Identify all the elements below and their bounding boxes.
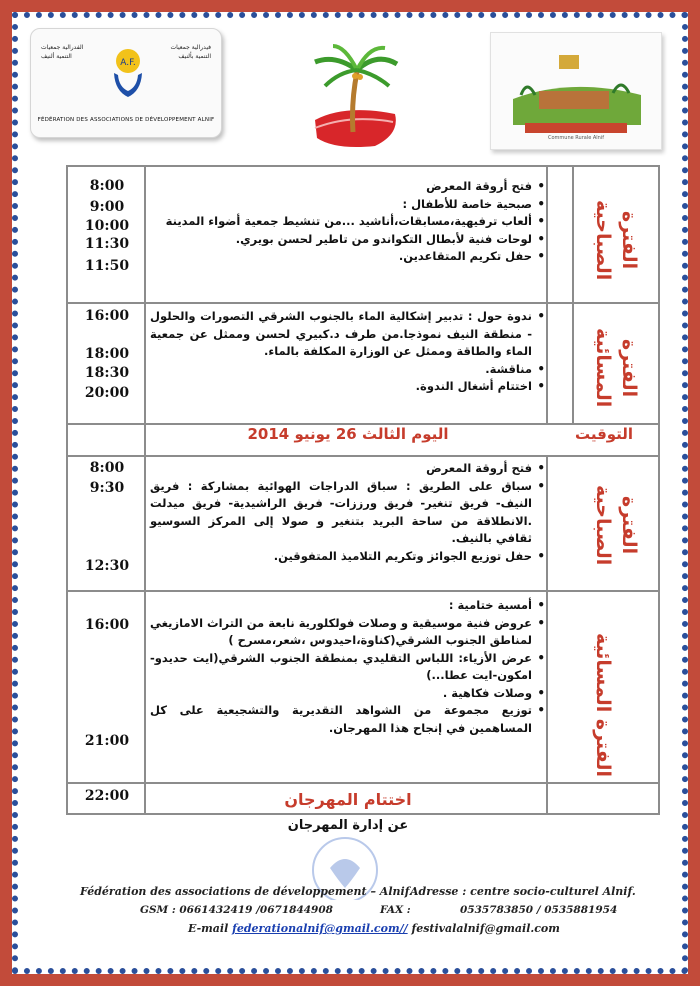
list-item: • ألعاب ترفيهية،مسابقات،أناشيد ...من تنشيط جمعية أضواء المدينة [150, 213, 532, 231]
list-item: • عرض الأزياء: اللباس التقليدي بمنطقة الجنوب الشرقي(ايت حديدو-امكون-ايت عطا...) [150, 650, 532, 685]
col-divider-time [144, 165, 146, 815]
list-item: • حفل توزيع الجوائز وتكريم التلاميذ المتفوقين. [150, 548, 532, 566]
list-item: • توزيع مجموعة من الشواهد التقديرية والتشجيعية على كل المساهمين في إنجاح هذا المهرجان. [150, 702, 532, 737]
time-slot: 16:00 [84, 308, 130, 324]
period-label-evening-2: الفترة المسائية [592, 633, 614, 777]
logo-arabic-right: فيدرالية جمعيات التنمية بألنيف [170, 44, 211, 60]
period-label-morning-2: الفترة الصباحية [592, 484, 640, 566]
time-slot: 18:00 [84, 346, 130, 362]
signature-line: عن إدارة المهرجان [287, 818, 409, 833]
time-slot: 8:00 [89, 178, 125, 194]
hands-logo-icon [111, 47, 145, 103]
logo-french-name: FÉDÉRATION DES ASSOCIATIONS DE DÉVELOPPEMENT ALNIF [37, 117, 215, 123]
row-divider-3 [66, 455, 660, 457]
footer-address: Adresse : centre socio-culturel Alnif. [410, 885, 636, 898]
closing-title: اختتام المهرجان [284, 790, 412, 809]
list-item: • فتح أروقة المعرض [150, 460, 532, 478]
period-label-evening-1: الفترة المسائية [592, 328, 640, 408]
block1-content [150, 178, 546, 266]
time-slot: 16:00 [84, 617, 130, 633]
time-slot: 9:30 [89, 480, 125, 496]
row-divider-1 [66, 302, 660, 304]
list-item: • عروض فنية موسيقية و وصلات فولكلورية نابعة من التراث الامازيغي لمناطق الجنوب الشرقي(كناوة،احيدوس ،شعر،مسرح ) [150, 615, 532, 650]
col-divider-period-inner [572, 165, 574, 425]
list-item: • أمسية ختامية : [150, 597, 532, 615]
block4-content [150, 597, 546, 737]
email-link[interactable]: federationalnif@gmail.com// [232, 922, 408, 935]
block2-content [150, 308, 546, 396]
time-slot: 20:00 [84, 385, 130, 401]
footer-fax: 0535783850 / 0535881954 [460, 904, 618, 916]
footer-federation: Fédération des associations de développement – Alnif. [80, 885, 413, 898]
row-divider-4 [66, 590, 660, 592]
time-slot: 12:30 [84, 558, 130, 574]
time-slot: 11:30 [84, 236, 130, 252]
time-slot: 9:00 [89, 199, 125, 215]
row-divider-5 [66, 782, 660, 784]
col-divider-period-bottom [546, 455, 548, 815]
col-divider-period-top [546, 165, 548, 425]
list-item: • فتح أروقة المعرض [150, 178, 532, 196]
time-slot: 18:30 [84, 365, 130, 381]
logo-arabic-left: الفدرالية جمعيات التنمية ألنيف [41, 44, 84, 60]
list-item: • حفل تكريم المتقاعدين. [150, 248, 532, 266]
federation-logo [30, 28, 222, 138]
commune-logo [490, 32, 662, 150]
footer-fax-label: FAX : [380, 904, 411, 916]
timing-header: التوقيت [574, 425, 634, 443]
footer-gsm: GSM : 0661432419 /0671844908 [140, 904, 333, 916]
list-item: • وصلات فكاهية . [150, 685, 532, 703]
list-item: • سباق على الطريق : سباق الدراجات الهوائية بمشاركة : فريق النيف- فريق تنغير- فريق ورززات- فريق الراشيدية- فريق ميدلت .الانطلاقة من ساحة البريد بتنغير و صولا إلى المركز السوسيو ثقافي بالنيف. [150, 478, 532, 548]
logo-initials: A.F. [120, 58, 136, 68]
time-slot: 11:50 [84, 258, 130, 274]
footer-email-label: E-mail [188, 922, 229, 935]
day-title: اليوم الثالث 26 يونيو 2014 [247, 425, 449, 443]
footer-email-line [188, 922, 560, 935]
list-item: • لوحات فنية لأبطال التكواندو من تاطير لحسن بويري. [150, 231, 532, 249]
list-item: • ندوة حول : تدبير إشكالية الماء بالجنوب الشرقي التصورات والحلول - منطقة النيف نموذجا.من طرف د.كبيري لحسن وممثل عن جمعية الماء والطاقة وممثل عن الوزارة المكلفة بالماء. [150, 308, 532, 361]
list-item: • صبحية خاصة للأطفال : [150, 196, 532, 214]
time-slot: 10:00 [84, 218, 130, 234]
period-label-morning-1: الفترة الصباحية [592, 199, 640, 281]
commune-emblem-icon [491, 33, 661, 149]
palm-tree-logo-icon [305, 42, 405, 152]
time-slot: 8:00 [89, 460, 125, 476]
list-item: • اختتام أشغال الندوة. [150, 378, 532, 396]
commune-caption: Commune Rurale Alnif [547, 135, 604, 141]
time-slot: 21:00 [84, 733, 130, 749]
list-item: • مناقشة. [150, 361, 532, 379]
time-slot-closing: 22:00 [84, 788, 130, 804]
block3-content [150, 460, 546, 565]
footer-email-2: festivalalnif@gmail.com [411, 922, 560, 935]
